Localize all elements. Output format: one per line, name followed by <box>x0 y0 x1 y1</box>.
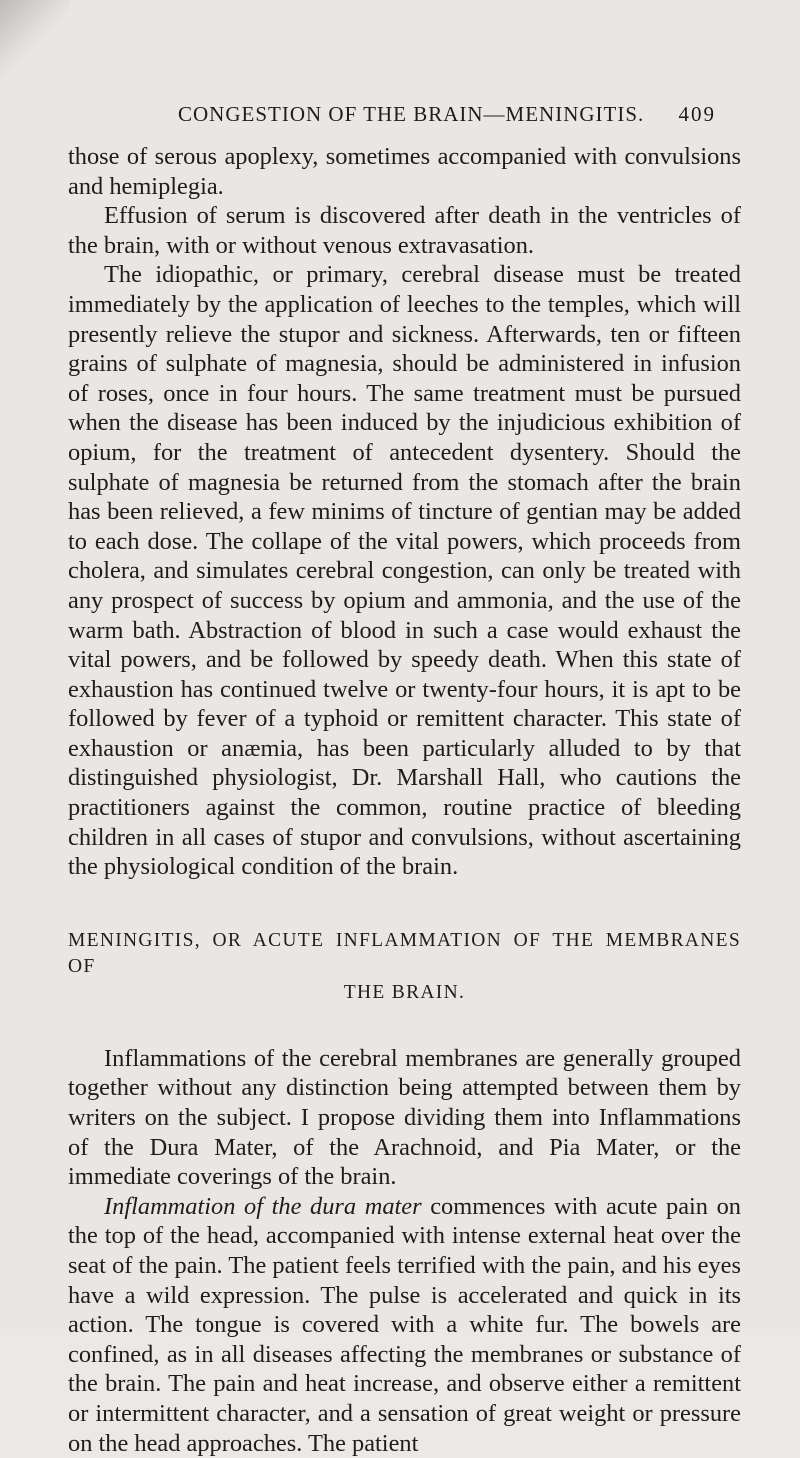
body-text <box>68 142 741 1458</box>
page-number: 409 <box>678 102 716 126</box>
paragraph <box>68 1192 741 1458</box>
section-heading-line: THE BRAIN. <box>343 981 466 1003</box>
section-heading-line: MENINGITIS, OR ACUTE INFLAMMATION OF THE MEMBRANES OF <box>68 929 741 977</box>
section-heading <box>68 928 741 1006</box>
paragraph: Effusion of serum is discovered after death in the ventricles of the brain, with or without venous extravasation. <box>68 202 741 259</box>
running-head <box>178 102 716 132</box>
italic-run: Inflammation of the dura mater <box>104 1192 422 1220</box>
paragraph: The idiopathic, or primary, cerebral disease must be treated immediately by the application of leeches to the temples, which will presently relieve the stupor and sickness. Afterwards, ten or fifteen grains of sulphate of magnesia, should be administered in infusion of roses, once in four hours. The same treatment must be pursued when the disease has been induced by the injudicious exhibition of opium, for the treatment of antecedent dysentery. Should the sulphate of magnesia be returned from the stomach after the brain has been relieved, a few minims of tincture of gentian may be added to each dose. The collape of the vital powers, which proceeds from cholera, and simulates cerebral congestion, can only be treated with any prospect of success by opium and ammonia, and the use of the warm bath. Abstraction of blood in such a case would exhaust the vital powers, and be followed by speedy death. When this state of exhaustion has continued twelve or twenty-four hours, it is apt to be followed by fever of a typhoid or remittent character. This state of exhaustion or anæmia, has been particularly alluded to by that distinguished physiologist, Dr. Marshall Hall, who cautions the practitioners against the common, routine practice of bleeding children in all cases of stupor and convulsions, without ascertaining the physiological condition of the brain. <box>68 261 741 881</box>
paragraph: those of serous apoplexy, sometimes accompanied with convulsions and hemiplegia. <box>68 143 741 200</box>
running-head-title: CONGESTION OF THE BRAIN—MENINGITIS. <box>178 102 645 126</box>
paragraph: Inflammations of the cerebral membranes are generally grouped together without any distinction being attempted between them by writers on the subject. I propose dividing them into Inflammations of the Dura Mater, of the Arachnoid, and Pia Mater, or the immediate coverings of the brain. <box>68 1044 741 1191</box>
paragraph-text: commences with acute pain on the top of the head, accompanied with intense external heat over the seat of the pain. The patient feels terrified with the pain, and his eyes have a wild expression. The pulse is accelerated and quick in its action. The tongue is covered with a white fur. The bowels are confined, as in all diseases affecting the membranes or substance of the brain. The pain and heat increase, and observe either a remittent or intermittent character, and a sensation of great weight or pressure on the head approaches. The patient <box>68 1192 741 1457</box>
page-corner-shadow <box>0 0 70 80</box>
